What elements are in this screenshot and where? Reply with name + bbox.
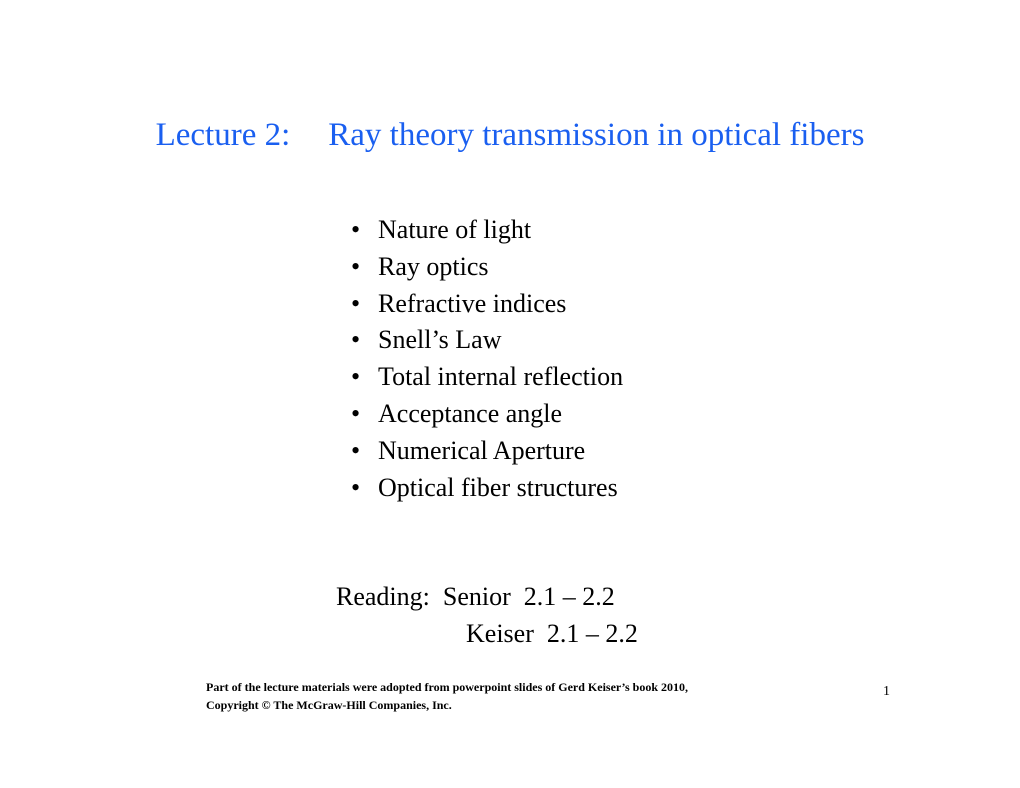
list-item — [351, 212, 623, 249]
list-item-label: Optical fiber structures — [378, 472, 618, 502]
slide-title — [0, 112, 1020, 158]
list-item — [351, 433, 623, 470]
list-item — [351, 322, 623, 359]
list-item-label: Nature of light — [378, 215, 532, 244]
list-item-label: Total internal reflection — [378, 362, 624, 392]
reading-keiser: Keiser 2.1 – 2.2 — [466, 619, 638, 648]
title-lecture-number: Lecture 2: — [155, 117, 291, 153]
list-item — [351, 286, 623, 323]
title-topic: Ray theory transmission in optical fibers — [328, 117, 865, 153]
list-item-label: Numerical Aperture — [378, 435, 586, 465]
list-item-label: Acceptance angle — [378, 398, 563, 428]
bullet-icon: • — [351, 215, 361, 244]
page-number: 1 — [883, 684, 890, 699]
bullet-icon: • — [351, 251, 361, 281]
list-item — [351, 470, 623, 507]
bullet-icon: • — [351, 472, 361, 502]
bullet-icon: • — [351, 398, 361, 428]
list-item — [351, 396, 623, 433]
footnote-line-2: Copyright © The McGraw-Hill Companies, Inc. — [206, 698, 452, 712]
list-item — [351, 359, 623, 396]
bullet-icon: • — [351, 362, 361, 392]
bullet-icon: • — [351, 435, 361, 465]
footnote-line-1: Part of the lecture materials were adopted from powerpoint slides of Gerd Keiser’s book 2010, — [206, 680, 689, 694]
list-item-label: Refractive indices — [378, 288, 567, 318]
topic-list — [351, 212, 623, 506]
copyright-footnote — [206, 678, 688, 714]
list-item-label: Ray optics — [378, 251, 489, 281]
reading-senior: Reading: Senior 2.1 – 2.2 — [336, 582, 615, 611]
bullet-icon: • — [351, 288, 361, 318]
list-item-label: Snell’s Law — [378, 325, 502, 355]
list-item — [351, 249, 623, 286]
bullet-icon: • — [351, 325, 361, 355]
